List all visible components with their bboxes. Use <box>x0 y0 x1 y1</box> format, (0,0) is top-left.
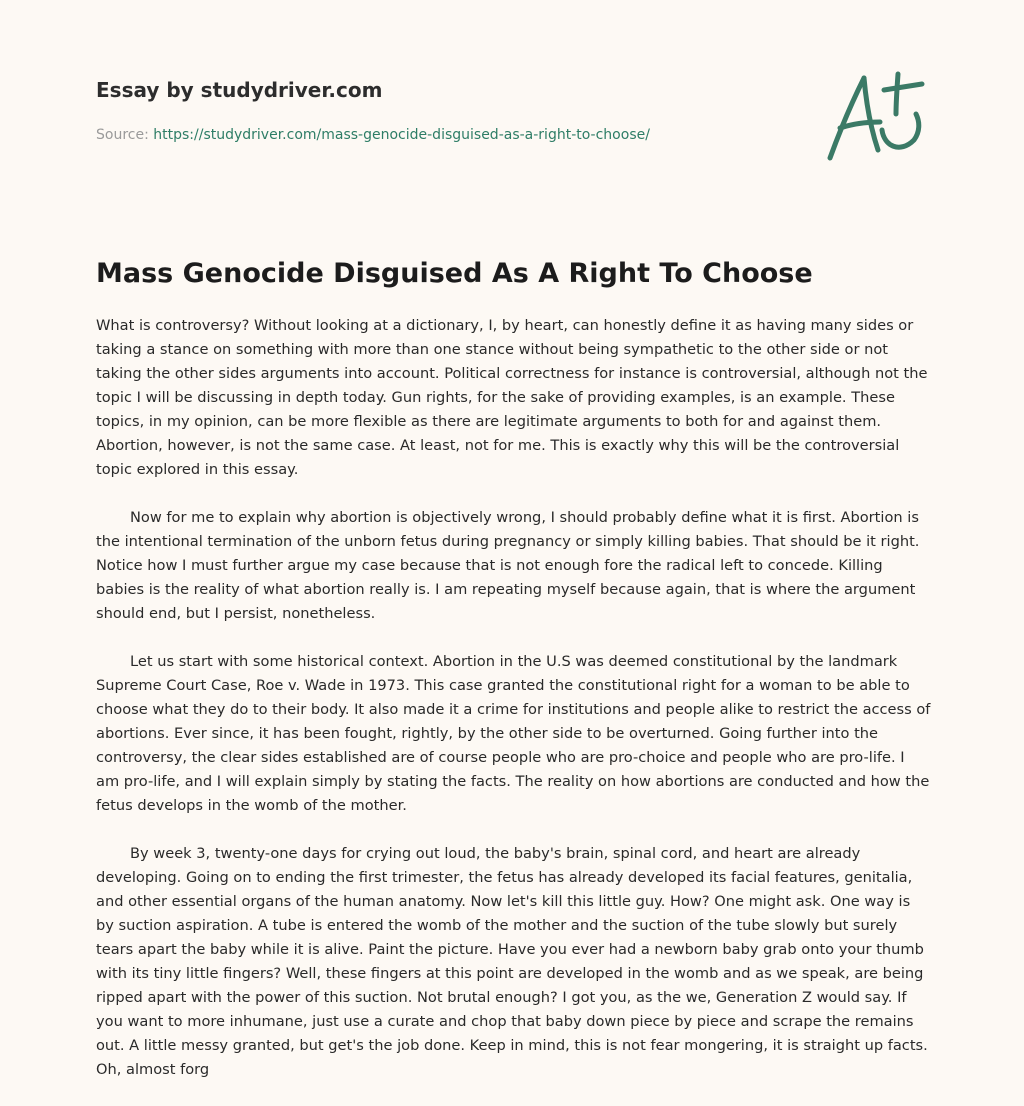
a-plus-logo-icon <box>820 66 930 166</box>
paragraph: What is controversy? Without looking at a dictionary, I, by heart, can honestly define it as having many sides or taking a stance on something with more than one stance without being sympathetic to the other side or not taking the other sides arguments into account. Political correctness for instance is controversial, although not the topic I will be discussing in depth today. Gun rights, for the sake of providing examples, is an example. These topics, in my opinion, can be more flexible as there are legitimate arguments to both for and against them. Abortion, however, is not the same case. At least, not for me. This is exactly why this will be the controversial topic explored in this essay. <box>96 317 928 478</box>
site-brand: Essay by studydriver.com <box>96 78 383 102</box>
essay-title: Mass Genocide Disguised As A Right To Choose <box>96 258 813 289</box>
source-link[interactable]: https://studydriver.com/mass-genocide-disguised-as-a-right-to-choose/ <box>153 127 650 143</box>
source-line <box>96 124 796 146</box>
paragraph: Let us start with some historical context. Abortion in the U.S was deemed constitutional by the landmark Supreme Court Case, Roe v. Wade in 1973. This case granted the constitutional right for a woman to be able to choose what they do to their body. It also made it a crime for institutions and people alike to restrict the access of abortions. Ever since, it has been fought, rightly, by the other side to be overturned. Going further into the controversy, the clear sides established are of course people who are pro-choice and people who are pro-life. I am pro-life, and I will explain simply by stating the facts. The reality on how abortions are conducted and how the fetus develops in the womb of the mother. <box>96 653 931 814</box>
paragraph: Now for me to explain why abortion is objectively wrong, I should probably define what it is first. Abortion is the intentional termination of the unborn fetus during pregnancy or simply killing babies. That should be it right. Notice how I must further argue my case because that is not enough fore the radical left to concede. Killing babies is the reality of what abortion really is. I am repeating myself because again, that is where the argument should end, but I persist, nonetheless. <box>96 509 920 622</box>
page-header <box>96 72 796 146</box>
paragraph: By week 3, twenty-one days for crying out loud, the baby's brain, spinal cord, and heart are already developing. Going on to ending the first trimester, the fetus has already developed its facial features, genitalia, and other essential organs of the human anatomy. Now let's kill this little guy. How? One might ask. One way is by suction aspiration. A tube is entered the womb of the mother and the suction of the tube slowly but surely tears apart the baby while it is alive. Paint the picture. Have you ever had a newborn baby grab onto your thumb with its tiny little fingers? Well, these fingers at this point are developed in the womb and as we speak, are being ripped apart with the power of this suction. Not brutal enough? I got you, as the we, Generation Z would say. If you want to more inhumane, just use a curate and chop that baby down piece by piece and scrape the remains out. A little messy granted, but get's the job done. Keep in mind, this is not fear mongering, it is straight up facts. Oh, almost forg <box>96 845 928 1078</box>
source-label: Source: <box>96 127 149 143</box>
essay-body <box>96 314 932 1106</box>
